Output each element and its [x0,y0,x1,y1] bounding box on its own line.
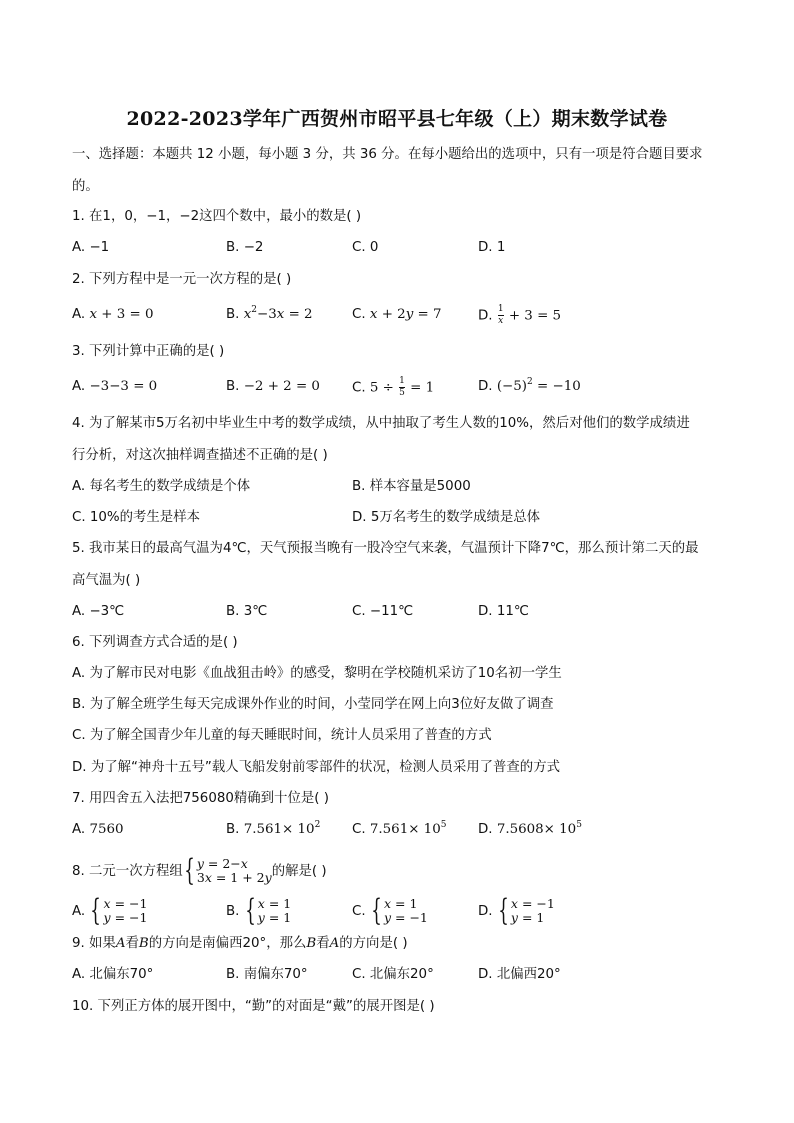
q7-option-a: A. 7560 [72,822,124,837]
q4-option-d: D. 5万名考生的数学成绩是总体 [352,510,541,525]
q3-option-d: D. $(-5)^2 = -10$ [478,377,581,394]
question-7-stem: 7. 用四舍五入法把756080精确到十位是( ) [72,791,329,806]
q2-option-b: B. $x^2-3x = 2$ [226,305,313,322]
question-4-stem-line1: 4. 为了解某市5万名初中毕业生中考的数学成绩，从中抽取了考生人数的10%，然后对他们的数学成绩进 [72,416,690,431]
q7-option-b: B. $7.561\times 10^2$ [226,820,321,837]
question-4-stem-line2: 行分析，对这次抽样调查描述不正确的是( ) [72,448,328,463]
question-10-stem: 10. 下列正方体的展开图中，“勤”的对面是“戴”的展开图是( ) [72,999,435,1014]
q9-option-b: B. 南偏东70° [226,967,308,982]
q6-option-b: B. 为了解全班学生每天完成课外作业的时间，小莹同学在网上向3位好友做了调查 [72,697,554,712]
q7-option-d: D. $7.5608\times 10^5$ [478,820,582,837]
q9-option-a: A. 北偏东70° [72,967,154,982]
q5-option-d: D. 11℃ [478,604,529,619]
q3-option-c: C. 5 ÷ $\frac{1}{5}$ = 1 [352,376,435,398]
q5-option-a: A. −3℃ [72,604,125,619]
q4-option-b: B. 样本容量是5000 [352,479,471,494]
q3-option-a: A. −3−3 = 0 [72,379,158,394]
q7-option-c: C. $7.561\times 10^5$ [352,820,447,837]
q3-option-b: B. −2 + 2 = 0 [226,379,320,394]
section-heading-line1: 一、选择题：本题共 12 小题，每小题 3 分，共 36 分。在每小题给出的选项中，只有一项是符合题目要求 [72,147,703,162]
q6-option-a: A. 为了解市民对电影《血战狙击岭》的感受，黎明在学校随机采访了10名初一学生 [72,666,562,681]
q9-option-c: C. 北偏东20° [352,967,434,982]
section-heading-line2: 的。 [72,179,99,194]
q1-option-d: D. 1 [478,240,506,255]
q2-option-c: C. x + 2y = 7 [352,307,442,322]
question-1-stem: 1. 在1，0，−1，−2这四个数中，最小的数是( ) [72,209,362,224]
q1-option-c: C. 0 [352,240,379,255]
q9-option-d: D. 北偏西20° [478,967,561,982]
q8-option-c: C. { x = 1 y = −1 [352,893,428,928]
question-2-stem: 2. 下列方程中是一元一次方程的是( ) [72,272,292,287]
q8-option-d: D. { x = −1 y = 1 [478,893,555,928]
exam-title: 2022-2023学年广西贺州市昭平县七年级（上）期末数学试卷 [126,108,668,130]
question-6-stem: 6. 下列调查方式合适的是( ) [72,635,238,650]
q2-option-a: A. x + 3 = 0 [72,307,154,322]
q1-option-a: A. −1 [72,240,110,255]
q8-option-b: B. { x = 1 y = 1 [226,893,292,928]
q6-option-d: D. 为了解“神舟十五号”载人飞船发射前零部件的状况，检测人员采用了普查的方式 [72,760,560,775]
q8-option-a: A. { x = −1 y = −1 [72,893,148,928]
q5-option-b: B. 3℃ [226,604,268,619]
q1-option-b: B. −2 [226,240,264,255]
q2-option-d: D. $\frac{1}{x}$ + 3 = 5 [478,304,562,326]
question-5-stem-line2: 高气温为( ) [72,573,141,588]
q5-option-c: C. −11℃ [352,604,414,619]
question-9-stem: 9. 如果A看B的方向是南偏西20°，那么B看A的方向是( ) [72,936,408,951]
q4-option-a: A. 每名考生的数学成绩是个体 [72,479,251,494]
question-3-stem: 3. 下列计算中正确的是( ) [72,344,225,359]
question-8-stem: 8. 二元一次方程组 { y = 2−x 3x = 1 + 2y 的解是( ) [72,853,327,888]
q4-option-c: C. 10%的考生是样本 [72,510,200,525]
q6-option-c: C. 为了解全国青少年儿童的每天睡眠时间，统计人员采用了普查的方式 [72,728,492,743]
question-5-stem-line1: 5. 我市某日的最高气温为4℃，天气预报当晚有一股冷空气来袭，气温预计下降7℃，那么预计第二天的最 [72,541,699,556]
